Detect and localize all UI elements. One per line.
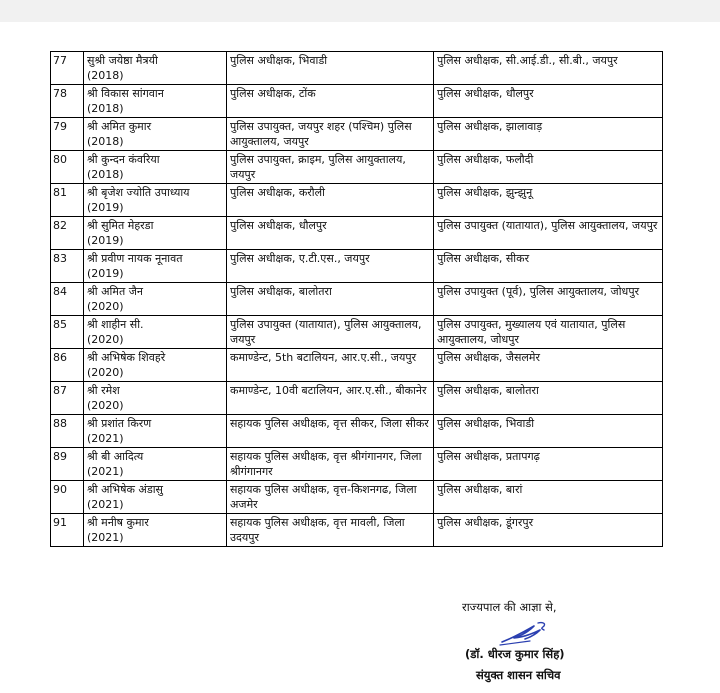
batch-year: (2020) — [87, 333, 124, 346]
new-posting: पुलिस अधीक्षक, झालावाड़ — [437, 120, 543, 133]
current-posting: सहायक पुलिस अधीक्षक, वृत्त सीकर, जिला सीकर — [230, 417, 429, 430]
new-posting-cell — [434, 151, 663, 184]
new-posting: पुलिस अधीक्षक, बालोतरा — [437, 384, 539, 397]
new-posting-cell — [434, 217, 663, 250]
batch-year: (2019) — [87, 267, 124, 280]
current-posting: पुलिस उपायुक्त, क्राइम, पुलिस आयुक्तालय, जयपुर — [230, 153, 406, 181]
new-posting: पुलिस अधीक्षक, जैसलमेर — [437, 351, 540, 364]
serial-number: 88 — [53, 417, 67, 430]
current-posting: कमाण्डेन्ट, 10वी बटालियन, आर.ए.सी., बीकानेर — [230, 384, 427, 397]
new-posting: पुलिस अधीक्षक, डूंगरपुर — [437, 516, 534, 529]
serial-number-cell — [51, 250, 84, 283]
table-row — [51, 283, 663, 316]
officer-name: श्री बृजेश ज्योति उपाध्याय — [87, 186, 190, 199]
current-posting: पुलिस अधीक्षक, ए.टी.एस., जयपुर — [230, 252, 370, 265]
officer-cell — [84, 283, 227, 316]
batch-year: (2021) — [87, 465, 124, 478]
officer-cell — [84, 448, 227, 481]
new-posting: पुलिस उपायुक्त, मुख्यालय एवं यातायात, पुलिस आयुक्तालय, जोधपुर — [437, 318, 626, 346]
serial-number-cell — [51, 316, 84, 349]
new-posting: पुलिस उपायुक्त (पूर्व), पुलिस आयुक्तालय, जोधपुर — [437, 285, 640, 298]
serial-number: 78 — [53, 87, 67, 100]
top-scan-band — [0, 0, 720, 22]
new-posting: पुलिस अधीक्षक, झुन्झुनू — [437, 186, 533, 199]
table-row — [51, 217, 663, 250]
officer-name: श्री अमित जैन — [87, 285, 143, 298]
new-posting: पुलिस अधीक्षक, प्रतापगढ़ — [437, 450, 540, 463]
current-posting: पुलिस उपायुक्त, जयपुर शहर (पश्चिम) पुलिस आयुक्तालय, जयपुर — [230, 120, 412, 148]
officer-cell — [84, 118, 227, 151]
new-posting-cell — [434, 316, 663, 349]
serial-number: 81 — [53, 186, 67, 199]
batch-year: (2021) — [87, 432, 124, 445]
officer-cell — [84, 250, 227, 283]
serial-number: 84 — [53, 285, 67, 298]
batch-year: (2021) — [87, 498, 124, 511]
officer-name: श्री शाहीन सी. — [87, 318, 144, 331]
table-row — [51, 349, 663, 382]
serial-number: 86 — [53, 351, 67, 364]
new-posting: पुलिस उपायुक्त (यातायात), पुलिस आयुक्तालय, जयपुर — [437, 219, 658, 232]
current-posting-cell — [227, 349, 434, 382]
officer-cell — [84, 85, 227, 118]
officer-name: श्री बी आदित्य — [87, 450, 144, 463]
table-row — [51, 514, 663, 547]
batch-year: (2019) — [87, 234, 124, 247]
table-row — [51, 481, 663, 514]
handwritten-signature-icon — [494, 618, 554, 648]
officer-name: श्री प्रवीण नायक नूनावत — [87, 252, 183, 265]
officer-cell — [84, 151, 227, 184]
officer-name: श्री अमित कुमार — [87, 120, 152, 133]
new-posting-cell — [434, 118, 663, 151]
table-row — [51, 118, 663, 151]
officer-cell — [84, 316, 227, 349]
serial-number: 87 — [53, 384, 67, 397]
batch-year: (2020) — [87, 300, 124, 313]
table-row — [51, 184, 663, 217]
current-posting: सहायक पुलिस अधीक्षक, वृत्त मावली, जिला उदयपुर — [230, 516, 405, 544]
officer-cell — [84, 52, 227, 85]
new-posting-cell — [434, 415, 663, 448]
serial-number-cell — [51, 85, 84, 118]
officer-cell — [84, 514, 227, 547]
current-posting-cell — [227, 118, 434, 151]
current-posting: पुलिस अधीक्षक, भिवाडी — [230, 54, 328, 67]
officer-cell — [84, 382, 227, 415]
batch-year: (2018) — [87, 69, 124, 82]
serial-number-cell — [51, 448, 84, 481]
current-posting-cell — [227, 415, 434, 448]
batch-year: (2018) — [87, 102, 124, 115]
table-row — [51, 382, 663, 415]
new-posting-cell — [434, 349, 663, 382]
serial-number: 89 — [53, 450, 67, 463]
serial-number-cell — [51, 151, 84, 184]
officer-name: श्री प्रशांत किरण — [87, 417, 152, 430]
table-row — [51, 415, 663, 448]
current-posting: पुलिस अधीक्षक, धौलपुर — [230, 219, 327, 232]
new-posting-cell — [434, 481, 663, 514]
current-posting: कमाण्डेन्ट, 5th बटालियन, आर.ए.सी., जयपुर — [230, 351, 417, 364]
current-posting-cell — [227, 514, 434, 547]
serial-number: 90 — [53, 483, 67, 496]
serial-number-cell — [51, 415, 84, 448]
current-posting-cell — [227, 151, 434, 184]
serial-number-cell — [51, 349, 84, 382]
batch-year: (2020) — [87, 366, 124, 379]
serial-number-cell — [51, 382, 84, 415]
officer-name: श्री सुमित मेहरडा — [87, 219, 154, 232]
serial-number: 77 — [53, 54, 67, 67]
current-posting: सहायक पुलिस अधीक्षक, वृत्त श्रीगंगानगर, जिला श्रीगंगानगर — [230, 450, 422, 478]
serial-number: 83 — [53, 252, 67, 265]
new-posting-cell — [434, 250, 663, 283]
officer-name: सुश्री जयेष्ठा मैत्रयी — [87, 54, 158, 67]
current-posting: सहायक पुलिस अधीक्षक, वृत्त-किशनगढ, जिला अजमेर — [230, 483, 417, 511]
current-posting: पुलिस अधीक्षक, करौली — [230, 186, 325, 199]
serial-number-cell — [51, 283, 84, 316]
officer-cell — [84, 217, 227, 250]
current-posting-cell — [227, 52, 434, 85]
current-posting-cell — [227, 481, 434, 514]
batch-year: (2020) — [87, 399, 124, 412]
current-posting-cell — [227, 316, 434, 349]
current-posting-cell — [227, 448, 434, 481]
officer-cell — [84, 349, 227, 382]
new-posting-cell — [434, 514, 663, 547]
current-posting-cell — [227, 382, 434, 415]
serial-number: 79 — [53, 120, 67, 133]
batch-year: (2018) — [87, 135, 124, 148]
new-posting-cell — [434, 382, 663, 415]
new-posting: पुलिस अधीक्षक, फलौदी — [437, 153, 534, 166]
table-row — [51, 151, 663, 184]
current-posting-cell — [227, 85, 434, 118]
table-row — [51, 85, 663, 118]
serial-number: 80 — [53, 153, 67, 166]
transfer-table — [50, 51, 663, 547]
serial-number: 91 — [53, 516, 67, 529]
officer-name: श्री कुन्दन कंवरिया — [87, 153, 160, 166]
batch-year: (2018) — [87, 168, 124, 181]
governor-order-line: राज्यपाल की आज्ञा से, — [462, 600, 557, 614]
new-posting-cell — [434, 184, 663, 217]
new-posting: पुलिस अधीक्षक, सीकर — [437, 252, 530, 265]
batch-year: (2019) — [87, 201, 124, 214]
officer-cell — [84, 481, 227, 514]
new-posting: पुलिस अधीक्षक, भिवाडी — [437, 417, 535, 430]
batch-year: (2021) — [87, 531, 124, 544]
new-posting: पुलिस अधीक्षक, धौलपुर — [437, 87, 534, 100]
new-posting: पुलिस अधीक्षक, सी.आई.डी., सी.बी., जयपुर — [437, 54, 618, 67]
officer-name: श्री विकास सांगवान — [87, 87, 164, 100]
serial-number: 82 — [53, 219, 67, 232]
new-posting-cell — [434, 85, 663, 118]
table-row — [51, 250, 663, 283]
serial-number-cell — [51, 52, 84, 85]
current-posting: पुलिस अधीक्षक, बालोतरा — [230, 285, 332, 298]
table-row — [51, 448, 663, 481]
current-posting: पुलिस उपायुक्त (यातायात), पुलिस आयुक्तालय, जयपुर — [230, 318, 422, 346]
current-posting-cell — [227, 283, 434, 316]
table-row — [51, 316, 663, 349]
new-posting-cell — [434, 283, 663, 316]
officer-name: श्री अभिषेक शिवहरे — [87, 351, 166, 364]
officer-name: श्री अभिषेक अंडासु — [87, 483, 163, 496]
new-posting-cell — [434, 52, 663, 85]
current-posting: पुलिस अधीक्षक, टोंक — [230, 87, 316, 100]
serial-number-cell — [51, 481, 84, 514]
officer-name: श्री रमेश — [87, 384, 120, 397]
new-posting: पुलिस अधीक्षक, बारां — [437, 483, 523, 496]
new-posting-cell — [434, 448, 663, 481]
table-row — [51, 52, 663, 85]
serial-number-cell — [51, 184, 84, 217]
serial-number: 85 — [53, 318, 67, 331]
serial-number-cell — [51, 514, 84, 547]
officer-cell — [84, 415, 227, 448]
current-posting-cell — [227, 250, 434, 283]
officer-cell — [84, 184, 227, 217]
officer-name: श्री मनीष कुमार — [87, 516, 149, 529]
serial-number-cell — [51, 217, 84, 250]
transfer-table-body — [51, 52, 663, 547]
signer-designation: संयुक्त शासन सचिव — [476, 668, 561, 682]
signer-name: (डॉ. धीरज कुमार सिंह) — [465, 647, 565, 661]
current-posting-cell — [227, 217, 434, 250]
serial-number-cell — [51, 118, 84, 151]
current-posting-cell — [227, 184, 434, 217]
